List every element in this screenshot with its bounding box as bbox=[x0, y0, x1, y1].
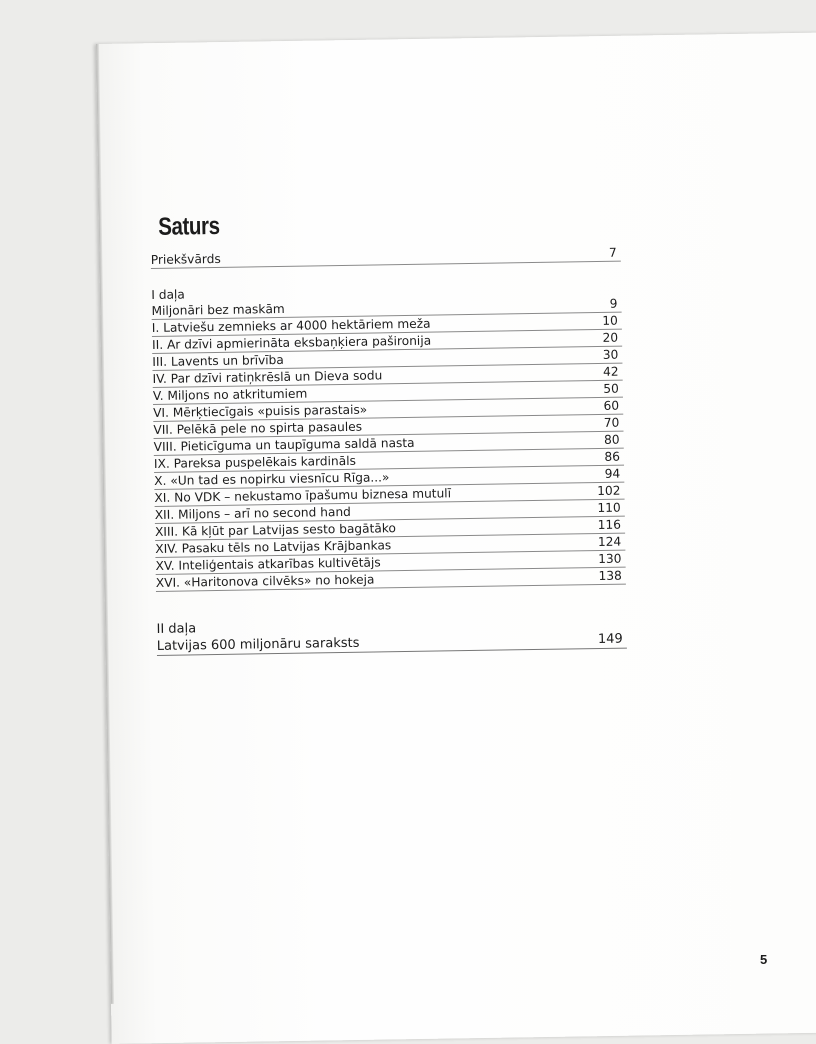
toc-entry-page: 130 bbox=[598, 551, 622, 567]
toc-entry-label: I. Latviešu zemnieks ar 4000 hektāriem meža bbox=[151, 316, 431, 335]
toc-entry-label: XI. No VDK – nekustamo īpašumu biznesa mutulī bbox=[154, 486, 452, 505]
toc-entry-page: 94 bbox=[604, 466, 621, 481]
part1-heading: I daļa bbox=[151, 287, 185, 302]
toc-entry-label: III. Lavents un brīvība bbox=[152, 352, 284, 369]
toc-entry-page: 138 bbox=[598, 568, 622, 583]
toc-entry-page: 20 bbox=[602, 330, 619, 345]
toc-entry-page: 50 bbox=[603, 381, 619, 396]
toc-entry-page: 124 bbox=[597, 534, 622, 550]
toc-entry-page: 116 bbox=[597, 517, 622, 533]
toc-entry-label: XV. Inteliģentais atkarības kultivētājs bbox=[155, 555, 381, 573]
toc-entry-label: V. Miljons no atkritumiem bbox=[152, 386, 308, 403]
toc-title: Saturs bbox=[158, 211, 220, 241]
toc-entry-page: 70 bbox=[603, 415, 620, 430]
toc-entry-page: 9 bbox=[609, 296, 618, 311]
toc-entry-label: Latvijas 600 miljonāru saraksts bbox=[156, 635, 360, 654]
toc-entry-page: 60 bbox=[603, 398, 620, 413]
toc-entry-label: XVI. «Haritonova cilvēks» no hokeja bbox=[155, 572, 375, 590]
toc-entry-label: VI. Mērķtiecīgais «puisis parastais» bbox=[153, 402, 368, 420]
chapter-list bbox=[152, 313, 626, 592]
toc-entry-label: Miljonāri bez maskām bbox=[151, 301, 285, 318]
toc-entry-page: 86 bbox=[604, 449, 621, 464]
toc-entry-label: IX. Pareksa puspelēkais kardināls bbox=[153, 453, 357, 471]
toc-entry-label: II. Ar dzīvi apmierināta eksbaņķiera pašironija bbox=[151, 333, 432, 352]
part2-heading: II daļa bbox=[156, 621, 197, 637]
toc-entry-label: VIII. Pieticīguma un taupīguma saldā nasta bbox=[153, 435, 415, 454]
toc-entry-page: 149 bbox=[597, 631, 623, 648]
toc-entry-label: XIII. Kā kļūt par Latvijas sesto bagātāko bbox=[154, 521, 396, 539]
toc-entry-label: Priekšvārds bbox=[150, 251, 221, 267]
toc-entry-page: 7 bbox=[608, 245, 617, 260]
toc-entry-page: 42 bbox=[602, 364, 619, 379]
toc-entry-label: XIV. Pasaku tēls no Latvijas Krājbankas bbox=[155, 538, 392, 556]
page-number: 5 bbox=[760, 952, 768, 967]
toc-entry-label: X. «Un tad es nopirku viesnīcu Rīga...» bbox=[154, 470, 390, 488]
toc-entry-page: 80 bbox=[604, 432, 620, 447]
table-of-contents bbox=[150, 205, 627, 656]
toc-entry-page: 102 bbox=[597, 483, 621, 499]
toc-entry-label: VII. Pelēkā pele no spirta pasaules bbox=[153, 419, 363, 437]
toc-entry-label: XII. Miljons – arī no second hand bbox=[154, 504, 351, 522]
toc-entry-page: 30 bbox=[602, 347, 619, 362]
toc-entry-page: 10 bbox=[602, 313, 618, 328]
toc-entry-label: IV. Par dzīvi ratiņkrēslā un Dieva sodu bbox=[152, 368, 383, 386]
toc-entry-page: 110 bbox=[597, 500, 621, 516]
